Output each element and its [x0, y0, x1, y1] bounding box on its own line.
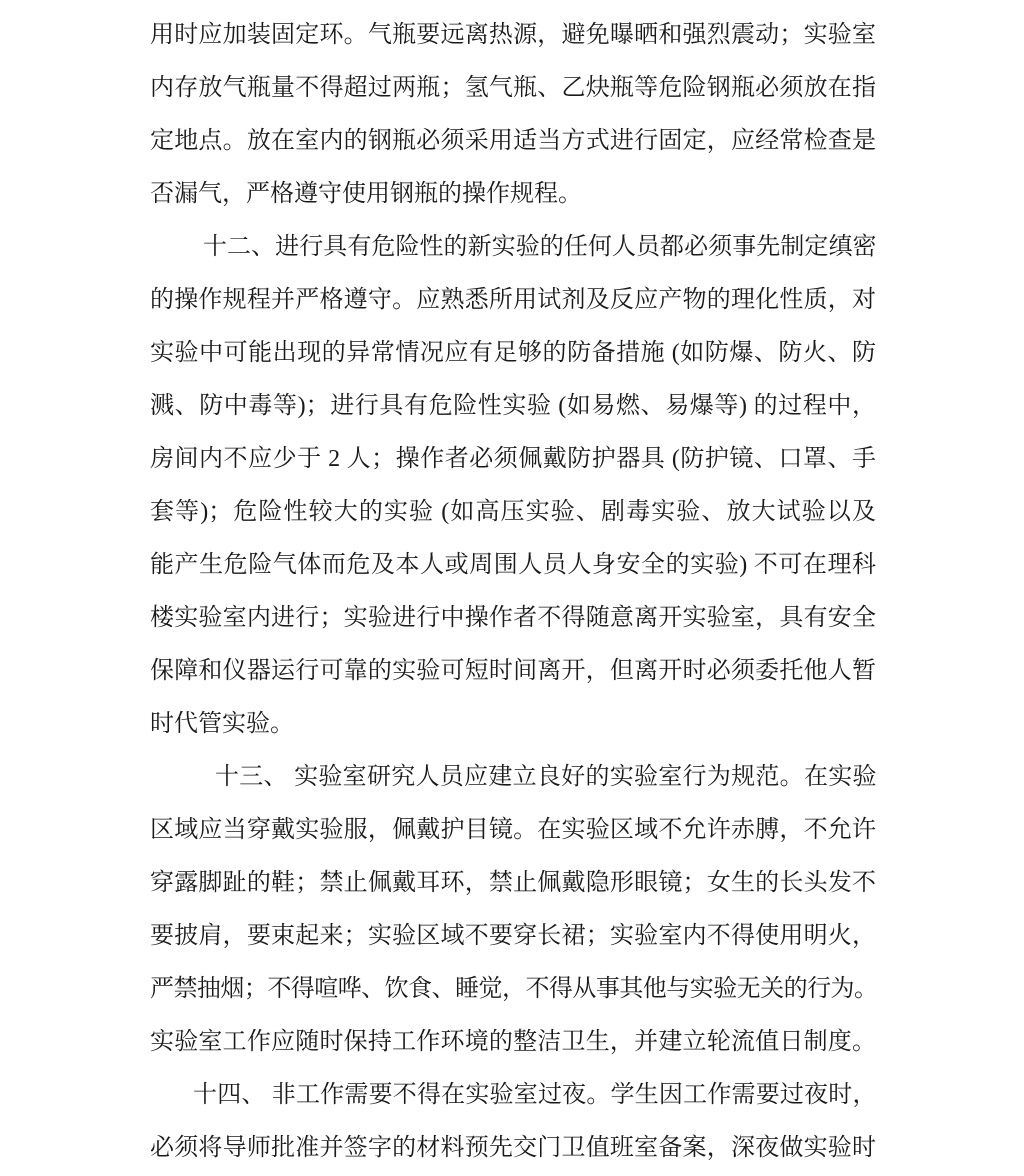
text-line: 严禁抽烟；不得喧哗、饮食、睡觉，不得从事其他与实验无关的行为。 [150, 976, 876, 1002]
text-line: 时代管实验。 [150, 711, 294, 737]
text-line: 否漏气，严格遵守使用钢瓶的操作规程。 [150, 181, 582, 207]
text-line: 内存放气瓶量不得超过两瓶；氢气瓶、乙炔瓶等危险钢瓶必须放在指 [150, 75, 876, 101]
text-line: 实验室工作应随时保持工作环境的整洁卫生，并建立轮流值日制度。 [150, 1029, 876, 1055]
text-line: 实验中可能出现的异常情况应有足够的防备措施 (如防爆、防火、防 [150, 340, 876, 366]
text-line: 套等)；危险性较大的实验 (如高压实验、剧毒实验、放大试验以及 [150, 499, 876, 525]
text-line: 用时应加装固定环。气瓶要远离热源，避免曝晒和强烈震动；实验室 [150, 22, 876, 48]
text-line: 楼实验室内进行；实验进行中操作者不得随意离开实验室，具有安全 [150, 605, 876, 631]
text-line: 十四、 非工作需要不得在实验室过夜。学生因工作需要过夜时， [193, 1082, 876, 1108]
text-line: 能产生危险气体而危及本人或周围人员人身安全的实验) 不可在理科 [150, 552, 876, 578]
text-line: 十二、进行具有危险性的新实验的任何人员都必须事先制定缜密 [203, 234, 876, 260]
text-line: 房间内不应少于 2 人；操作者必须佩戴防护器具 (防护镜、口罩、手 [150, 446, 876, 472]
text-line: 的操作规程并严格遵守。应熟悉所用试剂及反应产物的理化性质，对 [150, 287, 876, 313]
text-line: 区域应当穿戴实验服，佩戴护目镜。在实验区域不允许赤膊，不允许 [150, 817, 876, 843]
text-line: 要披肩，要束起来；实验区域不要穿长裙；实验室内不得使用明火， [150, 923, 876, 949]
text-line: 必须将导师批准并签字的材料预先交门卫值班室备案，深夜做实验时 [150, 1135, 876, 1161]
text-line: 溅、防中毒等)；进行具有危险性实验 (如易燃、易爆等) 的过程中， [150, 393, 876, 419]
text-line: 定地点。放在室内的钢瓶必须采用适当方式进行固定，应经常检查是 [150, 128, 876, 154]
text-line: 保障和仪器运行可靠的实验可短时间离开，但离开时必须委托他人暂 [150, 658, 876, 684]
text-line: 穿露脚趾的鞋；禁止佩戴耳环，禁止佩戴隐形眼镜；女生的长头发不 [150, 870, 876, 896]
text-line: 十三、 实验室研究人员应建立良好的实验室行为规范。在实验 [215, 764, 876, 790]
